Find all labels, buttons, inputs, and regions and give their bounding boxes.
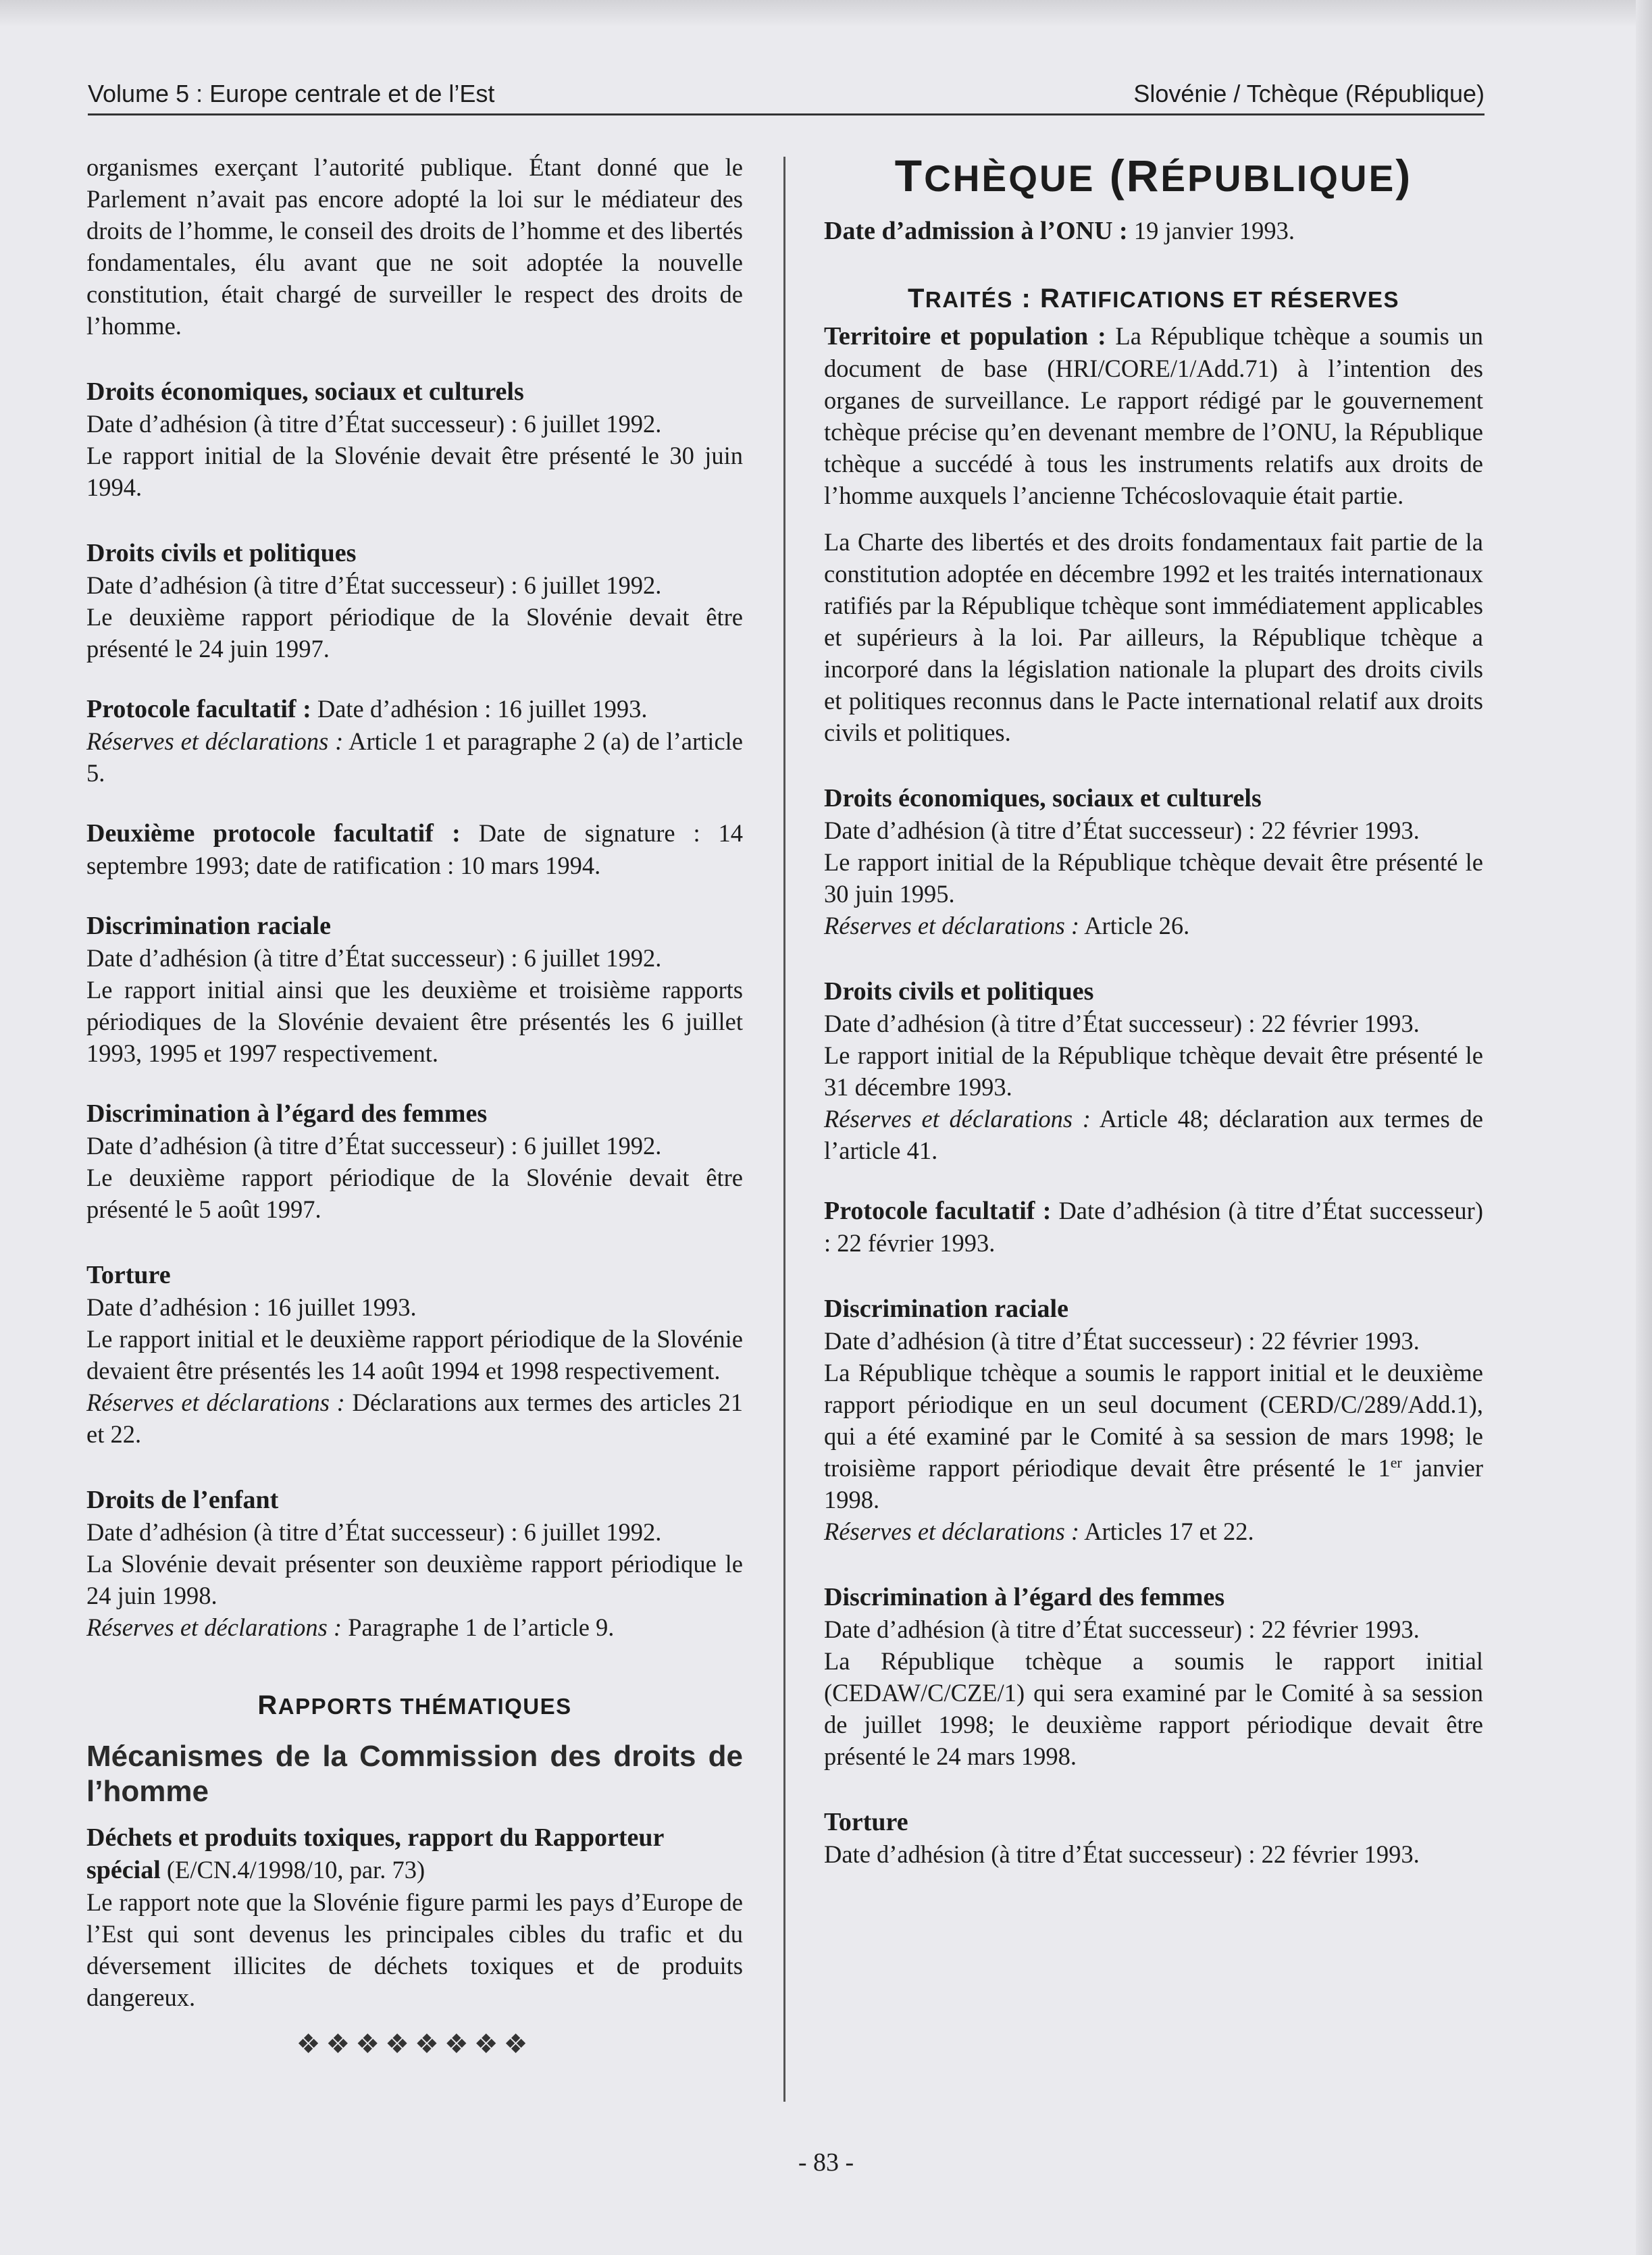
heading-initial-2: R (1039, 284, 1061, 313)
section-line (824, 910, 1483, 941)
section-line: Date d’adhésion (à titre d’État successeur) : 6 juillet 1992. (86, 944, 662, 972)
running-header (88, 76, 1485, 115)
intro-paragraph: organismes exerçant l’autorité publique. Étant donné que le Parlement n’avait pas encore adopté la loi sur le médiateur des droits de l’homme, le conseil des droits de l’homme et des libertés fondamentales, élu avant que ne soit adoptée la nouvelle constitution, était chargé de surveiller le respect des droits de l’homme. (86, 153, 743, 340)
heading-initial: T (907, 284, 925, 313)
reserves-label: Réserves et déclarations : (824, 1105, 1091, 1133)
section-line: Le deuxième rapport périodique de la Slovénie devait être présenté le 5 août 1997. (86, 1164, 743, 1223)
section-discrimination-raciale-tcheque (824, 1293, 1483, 1547)
section-line (824, 1103, 1483, 1166)
section-line: Le rapport initial de la République tchèque devait être présenté le 30 juin 1995. (824, 848, 1483, 908)
section-title: Droits économiques, sociaux et culturels (824, 784, 1262, 812)
section-line: Le rapport initial de la République tchèque devait être présenté le 31 décembre 1993. (824, 1041, 1483, 1101)
section-torture-slovenie (86, 1259, 743, 1450)
section-discrimination-raciale-slovenie (86, 910, 743, 1069)
section-title: Discrimination raciale (86, 912, 331, 940)
section-title: Deuxième protocole facultatif : (86, 819, 461, 848)
admission-line (824, 215, 1483, 247)
superscript: er (1390, 1453, 1402, 1471)
heading-rest-2: ATIFICATIONS ET RÉSERVES (1060, 287, 1400, 312)
section-title: Discrimination raciale (824, 1295, 1068, 1323)
section-title: Droits civils et politiques (86, 539, 357, 567)
dechets-reference: (E/CN.4/1998/10, par. 73) (160, 1856, 425, 1884)
section-line: Le rapport note que la Slovénie figure parmi les pays d’Europe de l’Est qui sont devenus les principales cibles du trafic et du déversement illicites de déchets toxiques et de produits dangereux. (86, 1888, 743, 2011)
reserves-text: Article 26. (1079, 912, 1190, 939)
section-line: Date d’adhésion (à titre d’État successeur) : 6 juillet 1992. (86, 571, 662, 599)
left-column (86, 151, 743, 2060)
scan-top-edge (0, 0, 1652, 27)
header-right: Slovénie / Tchèque (République) (1133, 80, 1485, 107)
reserves-text: Articles 17 et 22. (1079, 1518, 1254, 1545)
section-line: La République tchèque a soumis le rapport initial (CEDAW/C/CZE/1) qui sera examiné par le Comité à sa session de juillet 1998; le deuxième rapport périodique devait être présenté le 24 mars 1998. (824, 1647, 1483, 1770)
section-title: Droits civils et politiques (824, 977, 1094, 1006)
section-line (86, 817, 743, 881)
heading-initial: R (257, 1690, 278, 1720)
section-line: Le rapport initial ainsi que les deuxième et troisième rapports périodiques de la Slovénie devaient être présentés les 6 juillet 1993, 1995 et 1997 respectivement. (86, 976, 743, 1067)
title-rest-2: ÉPUBLIQUE (1160, 157, 1396, 199)
admission-value: 19 janvier 1993. (1127, 217, 1295, 244)
section-line: Le rapport initial de la Slovénie devait être présenté le 30 juin 1994. (86, 442, 743, 501)
section-title: Torture (824, 1808, 908, 1836)
traites-heading (824, 281, 1483, 317)
section-text: Date d’adhésion (à titre d’État successeur) : 22 février 1993. (824, 1197, 1483, 1257)
section-title: Droits de l’enfant (86, 1486, 279, 1514)
section-line (824, 1195, 1483, 1259)
section-deuxieme-protocole (86, 817, 743, 881)
section-dcp-slovenie (86, 537, 743, 665)
section-line: Date d’adhésion : 16 juillet 1993. (86, 1293, 417, 1321)
section-desc-tcheque (824, 782, 1483, 941)
section-title: Discrimination à l’égard des femmes (86, 1099, 488, 1128)
section-line (86, 725, 743, 789)
section-enfant-slovenie (86, 1484, 743, 1643)
heading-rest: RAITÉS (925, 287, 1013, 312)
section-line: Date d’adhésion (à titre d’État successeur) : 6 juillet 1992. (86, 1132, 662, 1160)
section-line: Date d’adhésion (à titre d’État successeur) : 22 février 1993. (824, 1010, 1420, 1037)
section-dcp-tcheque (824, 975, 1483, 1166)
heading-colon: : (1012, 284, 1040, 313)
section-line: La Slovénie devait présenter son deuxième rapport périodique le 24 juin 1998. (86, 1550, 743, 1609)
territoire-label: Territoire et population : (824, 322, 1106, 351)
rapports-thematiques-heading (86, 1688, 743, 1724)
section-line: Le rapport initial et le deuxième rapport périodique de la Slovénie devaient être présentés les 14 août 1994 et 1998 respectivement. (86, 1325, 743, 1384)
section-line: Le deuxième rapport périodique de la Slovénie devait être présenté le 24 juin 1997. (86, 603, 743, 663)
section-line (824, 1515, 1483, 1547)
section-title: Protocole facultatif : (824, 1197, 1052, 1225)
title-paren-close: ) (1395, 151, 1413, 201)
section-line: Date d’adhésion (à titre d’État successeur) : 6 juillet 1992. (86, 1518, 662, 1546)
territoire-text: La République tchèque a soumis un document de base (HRI/CORE/1/Add.71) à l’intention des organes de surveillance. Le rapport rédigé par le gouvernement tchèque précise qu’en devenant membre de l’ONU, la République tchèque a succédé à tous les instruments relatifs aux droits de l’homme auxquels l’ancienne Tchécoslovaquie était partie. (824, 322, 1483, 509)
section-desc-slovenie (86, 375, 743, 503)
section-text: Date d’adhésion : 16 juillet 1993. (311, 695, 648, 723)
section-dechets (86, 1821, 743, 2013)
section-line: Date d’adhésion (à titre d’État successeur) : 22 février 1993. (824, 1840, 1420, 1868)
reserves-text: Déclarations aux termes des articles 21 et 22. (86, 1389, 743, 1448)
section-line (824, 1357, 1483, 1515)
column-divider (783, 157, 785, 2102)
section-line: Date d’adhésion (à titre d’État successeur) : 22 février 1993. (824, 1615, 1420, 1643)
section-title: Déchets et produits toxiques, rapport du Rapporteur spécial (86, 1823, 664, 1884)
section-protocole-tcheque (824, 1195, 1483, 1259)
reserves-label: Réserves et déclarations : (86, 727, 344, 755)
scan-right-edge (1636, 0, 1652, 2255)
territoire-paragraph (824, 320, 1483, 511)
section-line (86, 1611, 743, 1643)
section-femmes-tcheque (824, 1581, 1483, 1772)
section-title: Torture (86, 1261, 171, 1289)
reserves-label: Réserves et déclarations : (824, 912, 1080, 939)
mecanismes-heading: Mécanismes de la Commission des droits de l’homme (86, 1740, 743, 1808)
reserves-text: Article 48; déclaration aux termes de l’article 41. (824, 1105, 1483, 1164)
section-title: Droits économiques, sociaux et culturels (86, 378, 524, 406)
dechets-title-line (86, 1821, 743, 1886)
title-paren-open: ( (1095, 151, 1127, 201)
page-number: - 83 - (798, 2148, 854, 2177)
reserves-label: Réserves et déclarations : (86, 1613, 342, 1641)
section-text: janvier 1998. (824, 1454, 1483, 1513)
section-title: Discrimination à l’égard des femmes (824, 1583, 1225, 1611)
admission-label: Date d’admission à l’ONU : (824, 217, 1128, 245)
country-title (824, 149, 1483, 205)
section-femmes-slovenie (86, 1097, 743, 1225)
header-left: Volume 5 : Europe centrale et de l’Est (88, 80, 495, 107)
title-initial-2: R (1126, 151, 1161, 201)
reserves-label: Réserves et déclarations : (86, 1389, 345, 1416)
ornament-divider: ❖❖❖❖❖❖❖❖ (296, 2029, 534, 2059)
title-initial: T (894, 151, 925, 201)
section-torture-tcheque (824, 1806, 1483, 1870)
reserves-text: Article 1 et paragraphe 2 (a) de l’article 5. (86, 727, 743, 787)
charte-paragraph: La Charte des libertés et des droits fondamentaux fait partie de la constitution adoptée en décembre 1992 et les traités internationaux ratifiés par la République tchèque sont immédiatement applicables et supérieurs à la loi. Par ailleurs, la République tchèque a incorporé dans la législation nationale la plupart des droits civils et politiques reconnus dans le Pacte international relatif aux droits civils et politiques. (824, 528, 1483, 746)
section-protocole-slovenie (86, 693, 743, 789)
heading-rest: APPORTS THÉMATIQUES (278, 1694, 572, 1719)
section-line (86, 693, 743, 725)
section-text: Date de signature : 14 septembre 1993; date de ratification : 10 mars 1994. (86, 819, 744, 879)
reserves-label: Réserves et déclarations : (824, 1518, 1080, 1545)
right-column (824, 151, 1483, 1870)
section-line: Date d’adhésion (à titre d’État successeur) : 22 février 1993. (824, 1327, 1420, 1355)
section-text: La République tchèque a soumis le rapport initial et le deuxième rapport périodique en un seul document (CERD/C/289/Add.1), qui a été examiné par le Comité à sa session de mars 1998; le troisième rapport périodique devait être présenté le 1 (824, 1359, 1483, 1482)
section-line: Date d’adhésion (à titre d’État successeur) : 6 juillet 1992. (86, 410, 662, 438)
section-line: Date d’adhésion (à titre d’État successeur) : 22 février 1993. (824, 817, 1420, 844)
reserves-text: Paragraphe 1 de l’article 9. (342, 1613, 615, 1641)
title-rest: CHÈQUE (924, 157, 1095, 199)
section-title: Protocole facultatif : (86, 695, 311, 723)
section-line (86, 1386, 743, 1450)
